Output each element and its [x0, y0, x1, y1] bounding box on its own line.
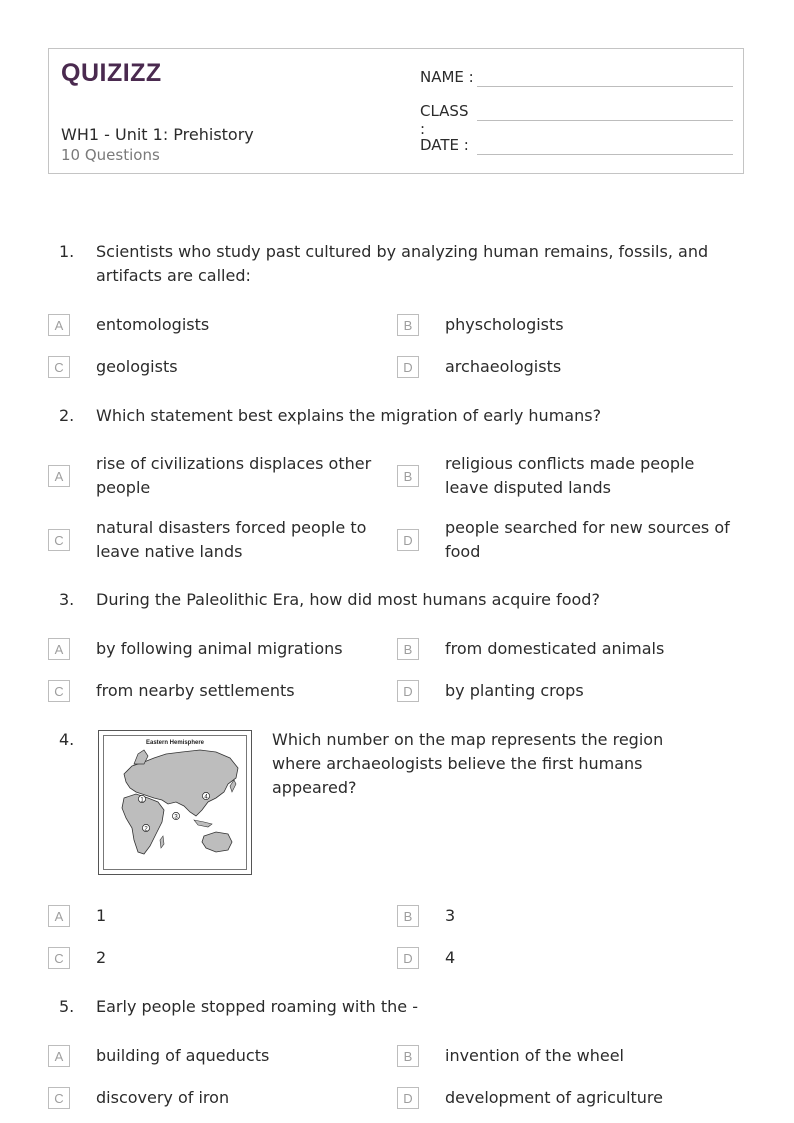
option-text[interactable]: natural disasters forced people to leave native lands [96, 518, 367, 561]
option-text[interactable]: 1 [96, 906, 107, 925]
option-text[interactable]: development of agriculture [445, 1088, 663, 1107]
option-letter-c[interactable]: C [48, 1087, 70, 1109]
option-letter-c[interactable]: C [48, 947, 70, 969]
name-line [477, 86, 733, 87]
option-letter-b[interactable]: B [397, 314, 419, 336]
question-text: Which number on the map represents the region where archaeologists believe the first humans appeared? [272, 730, 664, 797]
option-text[interactable]: 3 [445, 906, 456, 925]
option-text[interactable]: entomologists [96, 315, 210, 334]
option-letter-d[interactable]: D [397, 947, 419, 969]
option-letter-a[interactable]: A [48, 465, 70, 487]
class-field[interactable] [420, 102, 476, 138]
option-text[interactable]: 4 [445, 948, 456, 967]
question-number: 5. [59, 997, 75, 1016]
worksheet-header [48, 48, 744, 174]
madagascar-landmass [160, 836, 164, 848]
option-letter-d[interactable]: D [397, 529, 419, 551]
question-number: 1. [59, 242, 75, 261]
quizizz-logo: QUIZIZZ [61, 59, 162, 87]
option-letter-a[interactable]: A [48, 638, 70, 660]
class-line [477, 120, 733, 121]
option-text[interactable]: invention of the wheel [445, 1046, 624, 1065]
map-border [103, 735, 247, 870]
map-title: Eastern Hemisphere [145, 740, 205, 746]
date-line [477, 154, 733, 155]
map-graphic [104, 736, 246, 869]
option-letter-a[interactable]: A [48, 1045, 70, 1067]
option-letter-b[interactable]: B [397, 465, 419, 487]
question-number: 3. [59, 590, 75, 609]
option-text[interactable]: by planting crops [445, 681, 584, 700]
option-text[interactable]: rise of civilizations displaces other people [96, 454, 372, 497]
map-marker-2: 2 [144, 826, 148, 833]
question-text: Early people stopped roaming with the - [96, 997, 418, 1016]
date-field[interactable] [420, 136, 476, 154]
class-label: CLASS : [420, 102, 469, 138]
option-letter-a[interactable]: A [48, 314, 70, 336]
option-letter-d[interactable]: D [397, 356, 419, 378]
option-text[interactable]: archaeologists [445, 357, 562, 376]
map-marker-1: 1 [140, 797, 144, 804]
option-text[interactable]: from nearby settlements [96, 681, 295, 700]
option-text[interactable]: 2 [96, 948, 107, 967]
date-label: DATE : [420, 136, 469, 154]
option-letter-d[interactable]: D [397, 680, 419, 702]
option-letter-c[interactable]: C [48, 529, 70, 551]
option-text[interactable]: discovery of iron [96, 1088, 230, 1107]
name-field[interactable] [420, 68, 476, 86]
question-number: 2. [59, 406, 75, 425]
question-number: 4. [59, 730, 75, 749]
option-text[interactable]: by following animal migrations [96, 639, 343, 658]
eastern-hemisphere-map [98, 730, 252, 875]
question-count: 10 Questions [61, 146, 160, 164]
option-letter-b[interactable]: B [397, 638, 419, 660]
option-letter-d[interactable]: D [397, 1087, 419, 1109]
option-letter-c[interactable]: C [48, 356, 70, 378]
option-letter-c[interactable]: C [48, 680, 70, 702]
option-text[interactable]: people searched for new sources of food [445, 518, 730, 561]
map-marker-3: 3 [174, 814, 178, 821]
option-text[interactable]: geologists [96, 357, 178, 376]
question-text: Scientists who study past cultured by analyzing human remains, fossils, and artifacts are called: [96, 242, 709, 285]
option-letter-b[interactable]: B [397, 1045, 419, 1067]
option-letter-a[interactable]: A [48, 905, 70, 927]
option-text[interactable]: religious conflicts made people leave disputed lands [445, 454, 695, 497]
option-letter-b[interactable]: B [397, 905, 419, 927]
option-text[interactable]: physchologists [445, 315, 564, 334]
option-text[interactable]: from domesticated animals [445, 639, 665, 658]
worksheet-title: WH1 - Unit 1: Prehistory [61, 125, 254, 144]
question-text: Which statement best explains the migration of early humans? [96, 406, 602, 425]
australia-landmass [202, 832, 232, 852]
name-label: NAME : [420, 68, 474, 86]
option-text[interactable]: building of aqueducts [96, 1046, 270, 1065]
question-text: During the Paleolithic Era, how did most humans acquire food? [96, 590, 600, 609]
indonesia-islands [194, 820, 212, 827]
map-marker-4: 4 [204, 794, 208, 801]
